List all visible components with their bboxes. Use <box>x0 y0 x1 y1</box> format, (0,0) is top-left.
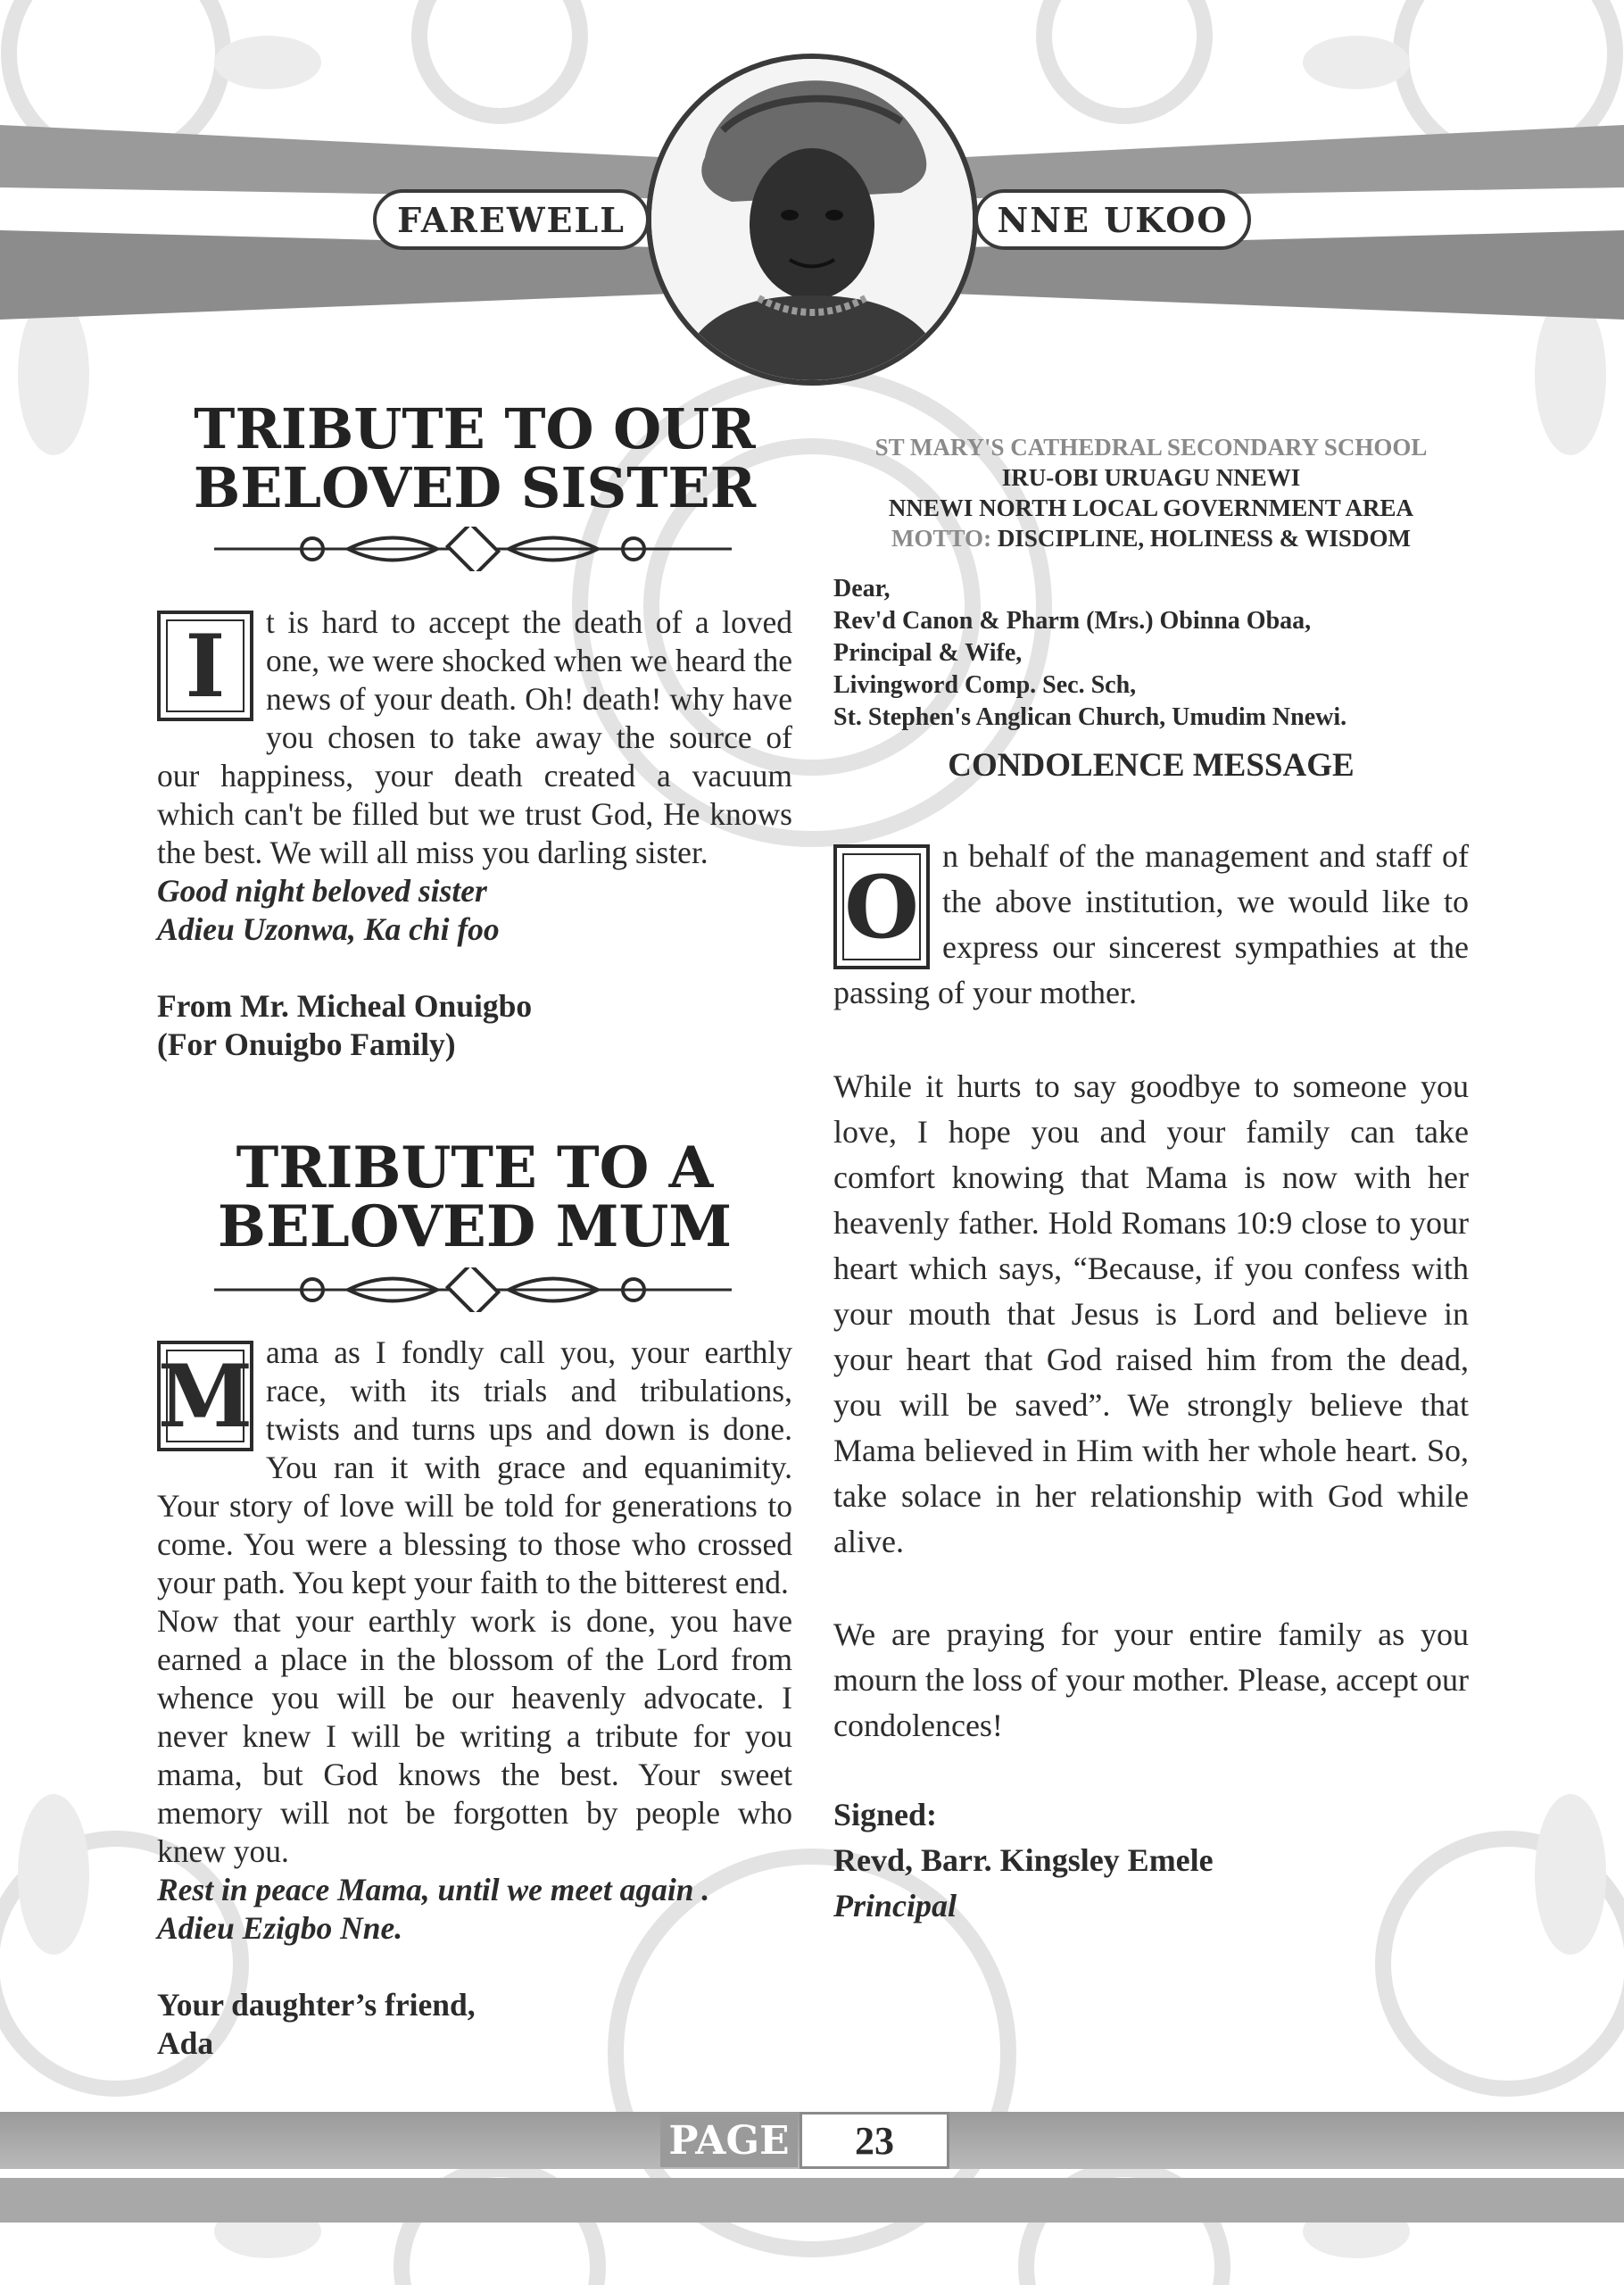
mum-from-2: Ada <box>157 2025 214 2061</box>
signed-label: Signed: <box>833 1797 938 1832</box>
portrait-photo <box>646 54 978 386</box>
sister-closing-1: Good night beloved sister <box>157 873 487 909</box>
farewell-tab: FAREWELL <box>373 189 650 250</box>
school-motto <box>833 523 1469 553</box>
signer-title: Principal <box>833 1888 957 1924</box>
tribute-sister-body: t is hard to accept the death of a loved one, we were shocked when we heard the news of your death. Oh! death! why have you chosen to take away the source of our happiness, your death created a vacuum which can't be filled but we trust God, He knows the best. We will all miss you darling sister. <box>157 604 792 870</box>
sister-closing-2: Adieu Uzonwa, Ka chi foo <box>157 911 500 947</box>
ornament-divider-1 <box>214 527 732 571</box>
condolence-para-2: While it hurts to say goodbye to someone you love, I hope you and your family can take comfort knowing that Mama is now with her heavenly father. Hold Romans 10:9 close to your heart which says, “Because, if you confess with your mouth that Jesus is Lord and believe in your heart that God raised him from the dead, you will be saved”. We strongly believe that Mama believed in Him with her whole heart. So, take solace in her relationship with God while alive. <box>833 1068 1469 1559</box>
page-label: PAGE <box>660 2114 798 2167</box>
motto-label: MOTTO: <box>891 525 992 552</box>
tribute-sister-text <box>157 603 792 1064</box>
school-header <box>833 432 1469 553</box>
recipient-line-5: St. Stephen's Anglican Church, Umudim Nnewi. <box>833 703 1347 731</box>
recipient-line-1: Dear, <box>833 575 891 602</box>
condolence-title: CONDOLENCE MESSAGE <box>948 747 1355 784</box>
condolence-para-3: We are praying for your entire family as you mourn the loss of your mother. Please, accept our condolences! <box>833 1616 1469 1743</box>
recipient-line-4: Livingword Comp. Sec. Sch, <box>833 671 1137 699</box>
condolence-para-1-block <box>833 834 1469 1016</box>
tribute-mum-title: TRIBUTE TO A BELOVED MUM <box>217 1134 733 1260</box>
recipient-address <box>833 573 1469 734</box>
signer-name: Revd, Barr. Kingsley Emele <box>833 1842 1214 1878</box>
sister-from-1: From Mr. Micheal Onuigbo <box>157 988 533 1024</box>
dropcap-i: I <box>157 611 253 721</box>
signature-block <box>833 1792 1469 1929</box>
school-name: ST MARY'S CATHEDRAL SECONDARY SCHOOL <box>874 434 1428 461</box>
page-number: 23 <box>800 2112 949 2169</box>
sister-from-2: (For Onuigbo Family) <box>157 1026 456 1062</box>
school-address-2: NNEWI NORTH LOCAL GOVERNMENT AREA <box>888 494 1414 521</box>
nne-ukoo-tab: NNE UKOO <box>974 189 1251 250</box>
dropcap-o: O <box>833 844 930 969</box>
dropcap-m: M <box>157 1341 253 1451</box>
condolence-para-1: n behalf of the management and staff of the above institution, we would like to express our sincerest sympathies at the passing of your mother. <box>833 838 1469 1010</box>
ornament-divider-2 <box>214 1267 732 1312</box>
school-address-1: IRU-OBI URUAGU NNEWI <box>1001 464 1301 491</box>
recipient-line-2: Rev'd Canon & Pharm (Mrs.) Obinna Obaa, <box>833 607 1312 635</box>
tribute-mum-body-1: ama as I fondly call you, your earthly race, with its trials and tribulations, twists and turns ups and down is done. You ran it with grace and equanimity. Your story of love will be told for generations to come. You were a blessing to those who crossed your path. You kept your faith to the bitterest end. <box>157 1334 792 1600</box>
footer-band-lower <box>0 2178 1624 2223</box>
mum-closing-2: Adieu Ezigbo Nne. <box>157 1910 403 1946</box>
mum-from-1: Your daughter’s friend, <box>157 1987 476 2023</box>
tribute-mum-text <box>157 1334 792 2063</box>
mum-closing-1: Rest in peace Mama, until we meet again . <box>157 1872 710 1907</box>
recipient-line-3: Principal & Wife, <box>833 639 1023 667</box>
tribute-sister-title: TRIBUTE TO OUR BELOVED SISTER <box>193 396 757 520</box>
motto-text: DISCIPLINE, HOLINESS & WISDOM <box>997 525 1411 552</box>
tribute-mum-body-2: Now that your earthly work is done, you have earned a place in the blossom of the Lord from whence you will be our heavenly advocate. I never knew I will be writing a tribute for you mama, but God knows the best. Your sweet memory will not be forgotten by people who knew you. <box>157 1603 792 1869</box>
